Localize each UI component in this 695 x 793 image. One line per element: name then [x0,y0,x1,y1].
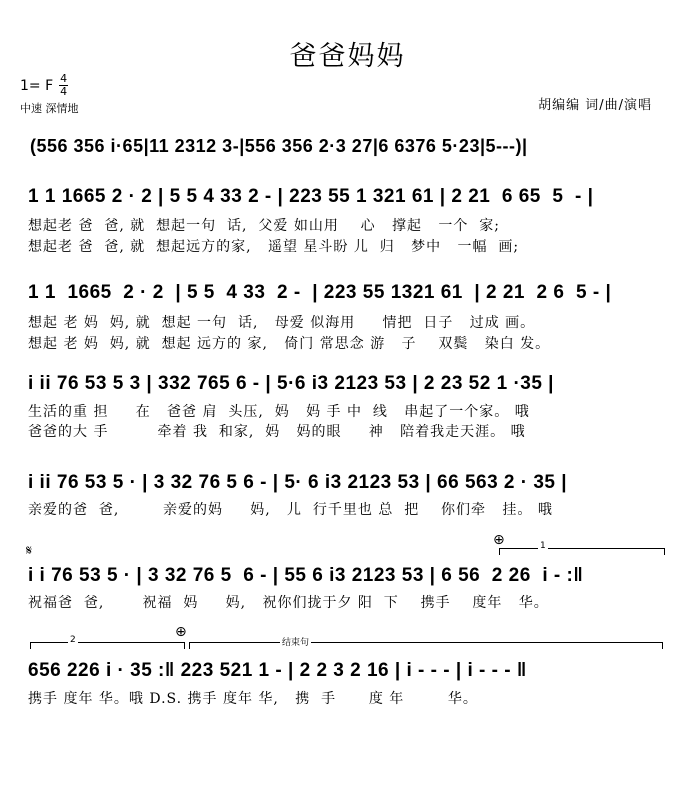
lyrics: 祝福爸 爸, 祝福 妈 妈, 祝你们拢于夕 阳 下 携手 度年 华。 [28,595,549,611]
lyrics-verse-2: 想起老 爸 爸, 就 想起远方的家, 遥望 星斗盼 儿 归 梦中 一幅 画; [28,239,520,255]
notation: (556 356 i·65|11 2312 3-|556 356 2·3 27|6 6376 5·23|5---)| [30,136,528,156]
lyrics-verse-1: 想起老 爸 爸, 就 想起一句 话, 父爱 如山用 心 撑起 一个 家; [28,218,500,234]
notation: 1 1 1665 2 · 2 | 5 5 4 33 2 - | 223 55 1 321 61 | 2 21 6 65 5 - | [28,186,594,207]
credit-line: 胡编编 词/曲/演唱 [538,98,652,113]
song-title: 爸爸妈妈 [289,41,406,72]
volta-bracket-2 [30,642,185,649]
key-signature [20,74,68,97]
lyrics: 亲爱的爸 爸, 亲爱的妈 妈, 儿 行千里也 总 把 你们牵 挂。 哦 [28,502,553,518]
lyrics-verse-1: 生活的重 担 在 爸爸 肩 头压, 妈 妈 手 中 线 串起了一个家。 哦 [28,404,530,420]
segno-icon: 𝄋 [26,543,33,559]
ending-bracket [189,642,663,649]
lyrics-verse-1: 想起 老 妈 妈, 就 想起 一句 话, 母爱 似海用 情把 日子 过成 画。 [28,315,536,331]
notation: i i 76 53 5 · | 3 32 76 5 6 - | 55 6 i3 2123 53 | 6 56 2 26 i - :‖ [28,565,584,586]
notation: i ii 76 53 5 · | 3 32 76 5 6 - | 5· 6 i3 2123 53 | 66 563 2 · 35 | [28,472,568,493]
volta-label-1: 1 [540,541,546,551]
lyrics-verse-2: 想起 老 妈 妈, 就 想起 远方的 家, 倚门 常思念 游 子 双鬓 染白 发。 [28,336,551,352]
notation: i ii 76 53 5 3 | 332 765 6 - | 5·6 i3 2123 53 | 2 23 52 1 ·35 | [28,373,555,394]
time-signature: $\frac{4}{4}$ [60,72,68,98]
tempo-marking: 中速 深情地 [20,102,79,115]
coda-icon: ⊕ [493,532,505,548]
lyrics-verse-2: 爸爸的大 手 牵着 我 和家, 妈 妈的眼 神 陪着我走天涯。 哦 [28,424,526,440]
coda-icon: ⊕ [175,624,187,640]
volta-bracket-1 [499,548,665,555]
lyrics: 携手 度年 华。哦 D.S. 携手 度年 华, 携 手 度 年 华。 [28,691,478,707]
notation: 1 1 1665 2 · 2 | 5 5 4 33 2 - | 223 55 1321 61 | 2 21 2 6 5 - | [28,282,612,303]
ending-label: 结束句 [280,635,311,648]
key-label: 1= F [20,77,54,94]
notation: 656 226 i · 35 :‖ 223 521 1 - | 2 2 3 2 16 | i - - - | i - - - ‖ [28,660,527,681]
volta-label-2: 2 [70,635,76,645]
